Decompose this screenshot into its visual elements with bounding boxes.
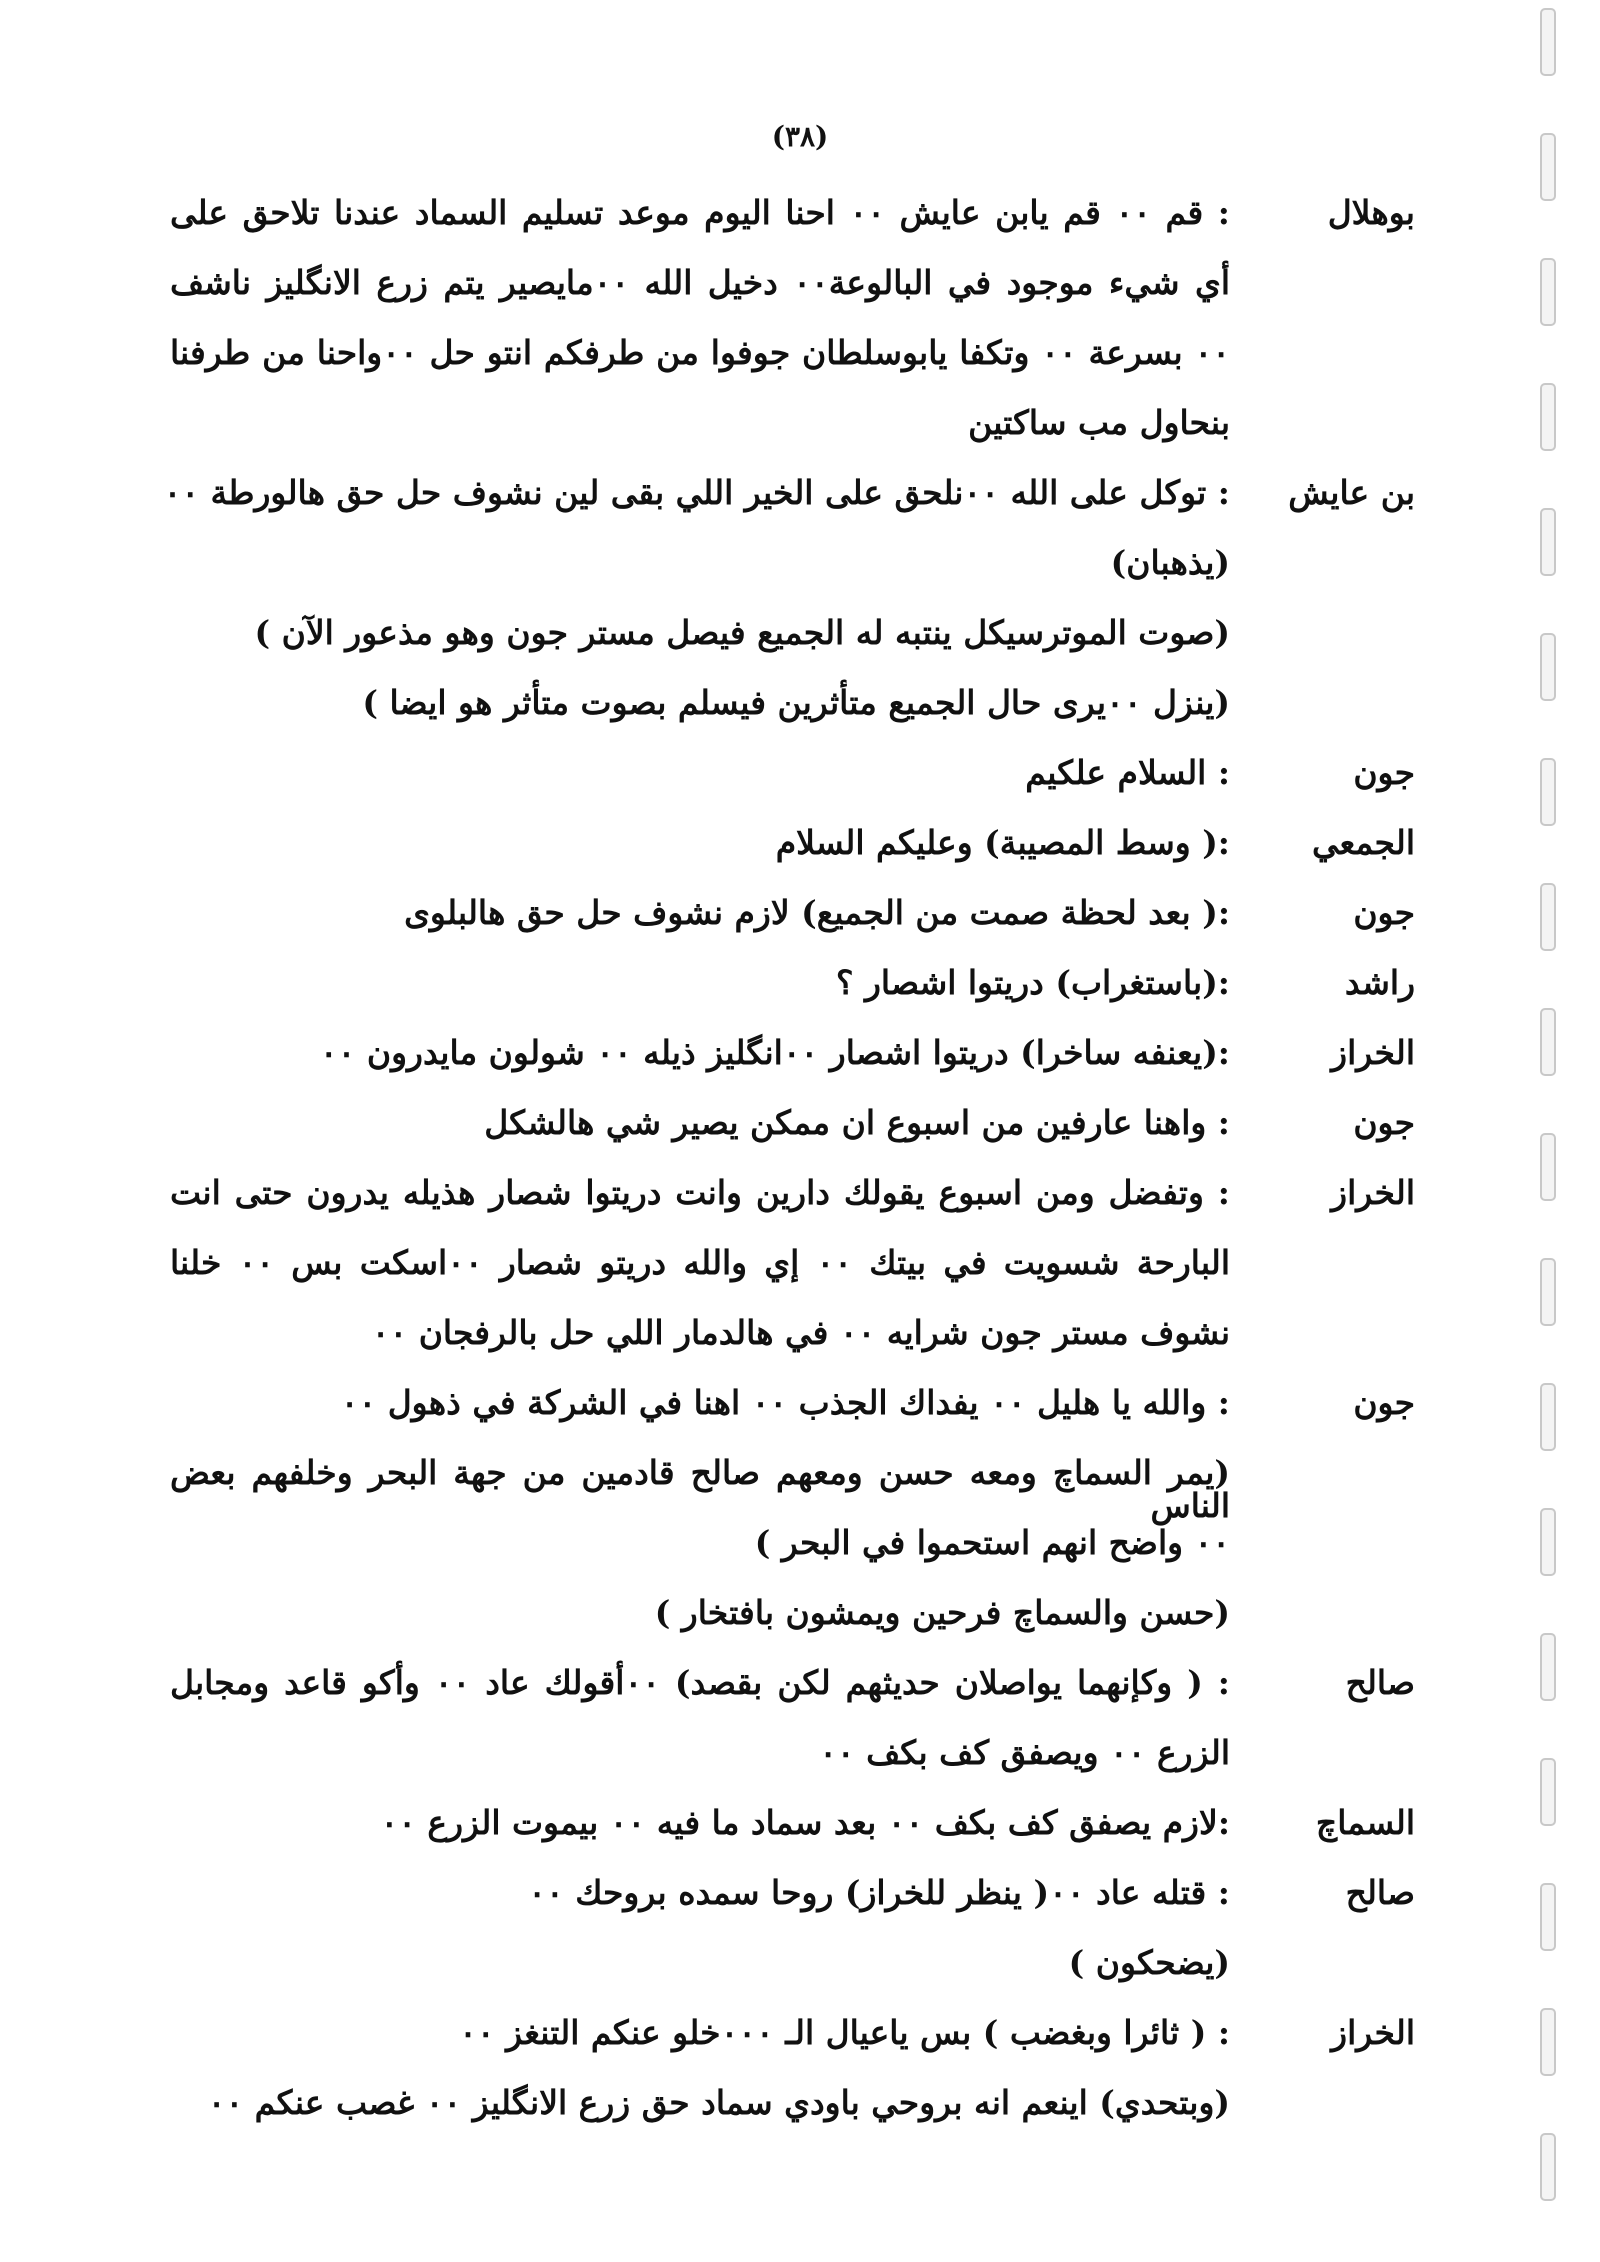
speaker-name: صالح [1345,1873,1415,1912]
speaker-name: جون [1353,1103,1415,1142]
dialogue-line: : السلام علكيم [1025,753,1230,792]
speaker-name: بن عايش [1288,473,1415,512]
dialogue-line: (يضحكون ) [1068,1943,1230,1982]
dialogue-line: البارحة شسويت في بيتك ٠٠ إي والله دريتو شصار ٠٠اسكت بس ٠٠ خلنا [170,1243,1231,1282]
binding-ring [1540,1508,1556,1576]
speaker-name: الجمعي [1311,823,1415,862]
dialogue-line: : قتله عاد ٠٠( ينظر للخراز) روحا سمده بروحك ٠٠ [528,1873,1230,1912]
page-number: (٣٨) [771,120,829,153]
dialogue-line: (وبتحدي) اينعم انه بروحي باودي سماد حق زرع الانگليز ٠٠ غصب عنكم ٠٠ [207,2083,1230,2122]
dialogue-line: :(باستغراب) دريتوا اشصار ؟ [835,963,1230,1002]
speaker-name: جون [1353,1383,1415,1422]
binding-ring [1540,1258,1556,1326]
dialogue-line: نشوف مستر جون شرايه ٠٠ في هالدمار اللي حل بالرفجان ٠٠ [371,1313,1230,1352]
binding-ring [1540,1133,1556,1201]
dialogue-line: بنحاول مب ساكتين [968,403,1230,442]
binding-ring [1540,1008,1556,1076]
speaker-name: السماچ [1315,1803,1415,1842]
binding-ring [1540,1758,1556,1826]
binding-ring [1540,2133,1556,2201]
dialogue-line: : واهنا عارفين من اسبوع ان ممكن يصير شي هالشكل [484,1103,1230,1142]
dialogue-line: (يذهبان) [1110,543,1230,582]
dialogue-line: أي شيء موجود في البالوعة٠٠ دخيل الله ٠٠مايصير يتم زرع الانگليز ناشف [170,263,1231,302]
speaker-name: الخراز [1331,2013,1415,2052]
dialogue-line: : وتفضل ومن اسبوع يقولك دارين وانت دريتوا شصار هذيله يدرون حتى انت [170,1173,1230,1212]
binding-ring [1540,8,1556,76]
dialogue-line: : قم ٠٠ قم يابن عايش ٠٠ احنا اليوم موعد تسليم السماد عندنا تلاحق على [170,193,1230,232]
binding-ring [1540,883,1556,951]
binding-ring [1540,1883,1556,1951]
binding-ring [1540,1633,1556,1701]
speaker-name: الخراز [1331,1033,1415,1072]
speaker-name: الخراز [1331,1173,1415,1212]
spiral-binding [1510,0,1600,2262]
dialogue-line: : توكل على الله ٠٠نلحق على الخير اللي بقى لين نشوف حل حق هالورطة ٠٠ [163,473,1230,512]
dialogue-line: : ( وكإنهما يواصلان حديثهم لكن بقصد) ٠٠أقولك عاد ٠٠ وأكو قاعد ومجابل [170,1663,1230,1702]
speaker-name: صالح [1345,1663,1415,1702]
binding-ring [1540,633,1556,701]
binding-ring [1540,508,1556,576]
dialogue-line: :(يعنفه ساخرا) دريتوا اشصار ٠٠انگليز ذيله ٠٠ شولون مايدرون ٠٠ [319,1033,1230,1072]
dialogue-line: (صوت الموترسيكل ينتبه له الجميع فيصل مستر جون وهو مذعور الآن ) [254,613,1230,652]
speaker-name: جون [1353,753,1415,792]
dialogue-line: :لازم يصفق كف بكف ٠٠ بعد سماد ما فيه ٠٠ بيموت الزرع ٠٠ [380,1803,1230,1842]
speaker-name: راشد [1344,963,1415,1002]
dialogue-line: (يمر السماچ ومعه حسن ومعهم صالح قادمين من جهة البحر وخلفهم بعض الناس [170,1453,1230,1525]
dialogue-line: : والله يا هليل ٠٠ يفداك الجذب ٠٠ اهنا في الشركة في ذهول ٠٠ [340,1383,1230,1422]
binding-ring [1540,2008,1556,2076]
binding-ring [1540,383,1556,451]
dialogue-line: ٠٠ واضح انهم استحموا في البحر ) [754,1523,1230,1562]
speaker-name: بوهلال [1327,193,1415,232]
dialogue-line: (ينزل ٠٠يرى حال الجميع متأثرين فيسلم بصوت متأثر هو ايضا ) [362,683,1230,722]
speaker-name: جون [1353,893,1415,932]
dialogue-line: :( وسط المصيبة) وعليكم السلام [775,823,1230,862]
dialogue-line: ٠٠ بسرعة ٠٠ وتكفا يابوسلطان جوفوا من طرفكم انتو حل ٠٠واحنا من طرفنا [170,333,1230,372]
binding-ring [1540,258,1556,326]
dialogue-line: :( بعد لحظة صمت من الجميع) لازم نشوف حل حق هالبلوى [404,893,1230,932]
binding-ring [1540,1383,1556,1451]
dialogue-line: : ( ثائرا وبغضب ) بس ياعيال الـ ٠٠٠خلو عنكم التنغز ٠٠ [459,2013,1230,2052]
dialogue-line: الزرع ٠٠ ويصفق كف بكف ٠٠ [819,1733,1230,1772]
binding-ring [1540,758,1556,826]
dialogue-line: (حسن والسماچ فرحين ويمشون بافتخار ) [654,1593,1230,1632]
binding-ring [1540,133,1556,201]
